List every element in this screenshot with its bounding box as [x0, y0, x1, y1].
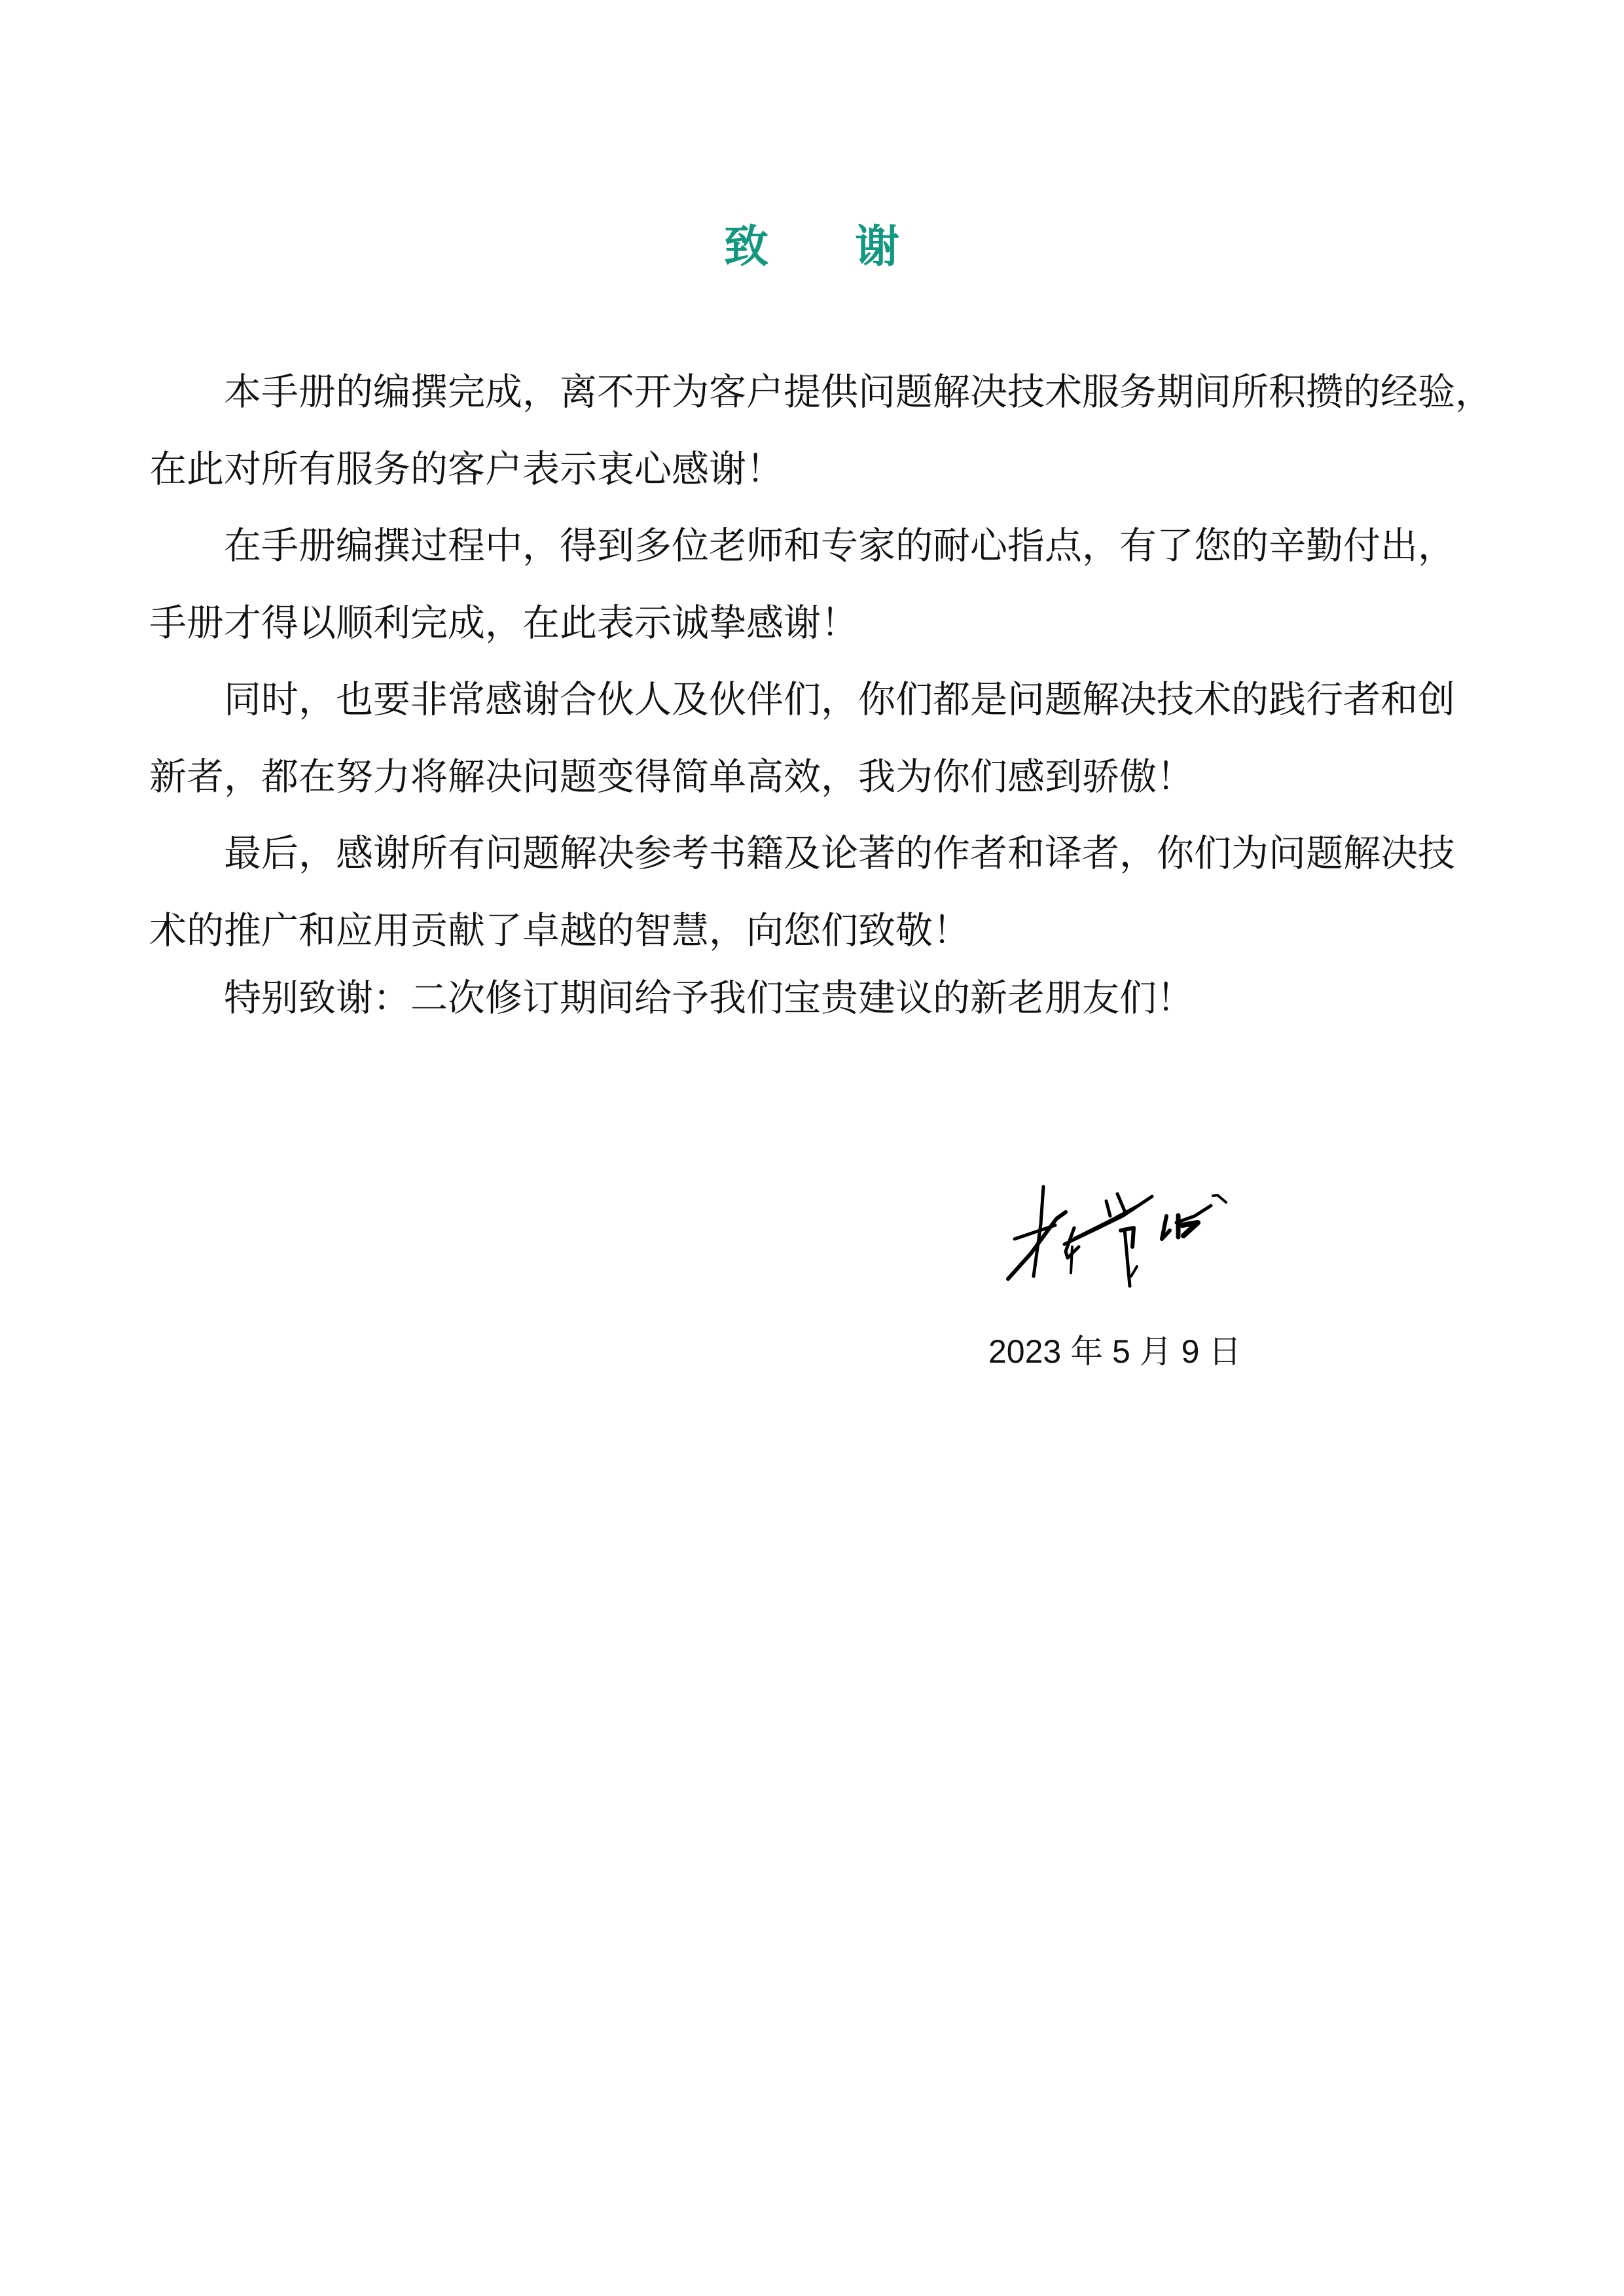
paragraph-5-line-1: 特别致谢：二次修订期间给予我们宝贵建议的新老朋友们！ [224, 977, 1194, 1020]
paragraph-4-line-1: 最后，感谢所有问题解决参考书籍及论著的作者和译者，你们为问题解决技 [224, 832, 1455, 875]
paragraph-1-line-2: 在此对所有服务的客户表示衷心感谢！ [149, 447, 784, 491]
paragraph-1-line-1: 本手册的编撰完成，离不开为客户提供问题解决技术服务期间所积攒的经验， [224, 370, 1492, 414]
paragraph-3-line-1: 同时，也要非常感谢合伙人及伙伴们，你们都是问题解决技术的践行者和创 [224, 678, 1455, 721]
title-char-1: 致 [724, 221, 769, 273]
paragraph-2-line-1: 在手册编撰过程中，得到多位老师和专家的耐心指点，有了您的辛勤付出， [224, 524, 1455, 567]
paragraph-3-line-2: 新者，都在努力将解决问题变得简单高效，我为你们感到骄傲！ [149, 755, 1194, 798]
signature-image [995, 1178, 1244, 1296]
paragraph-4-line-2: 术的推广和应用贡献了卓越的智慧，向您们致敬！ [149, 908, 970, 952]
page-title [0, 217, 1624, 278]
signing-date: 2023 年 5 月 9 日 [988, 1333, 1242, 1370]
title-char-2: 谢 [855, 221, 900, 273]
paragraph-2-line-2: 手册才得以顺利完成，在此表示诚挚感谢！ [149, 601, 858, 645]
acknowledgement-body [149, 354, 1504, 1037]
